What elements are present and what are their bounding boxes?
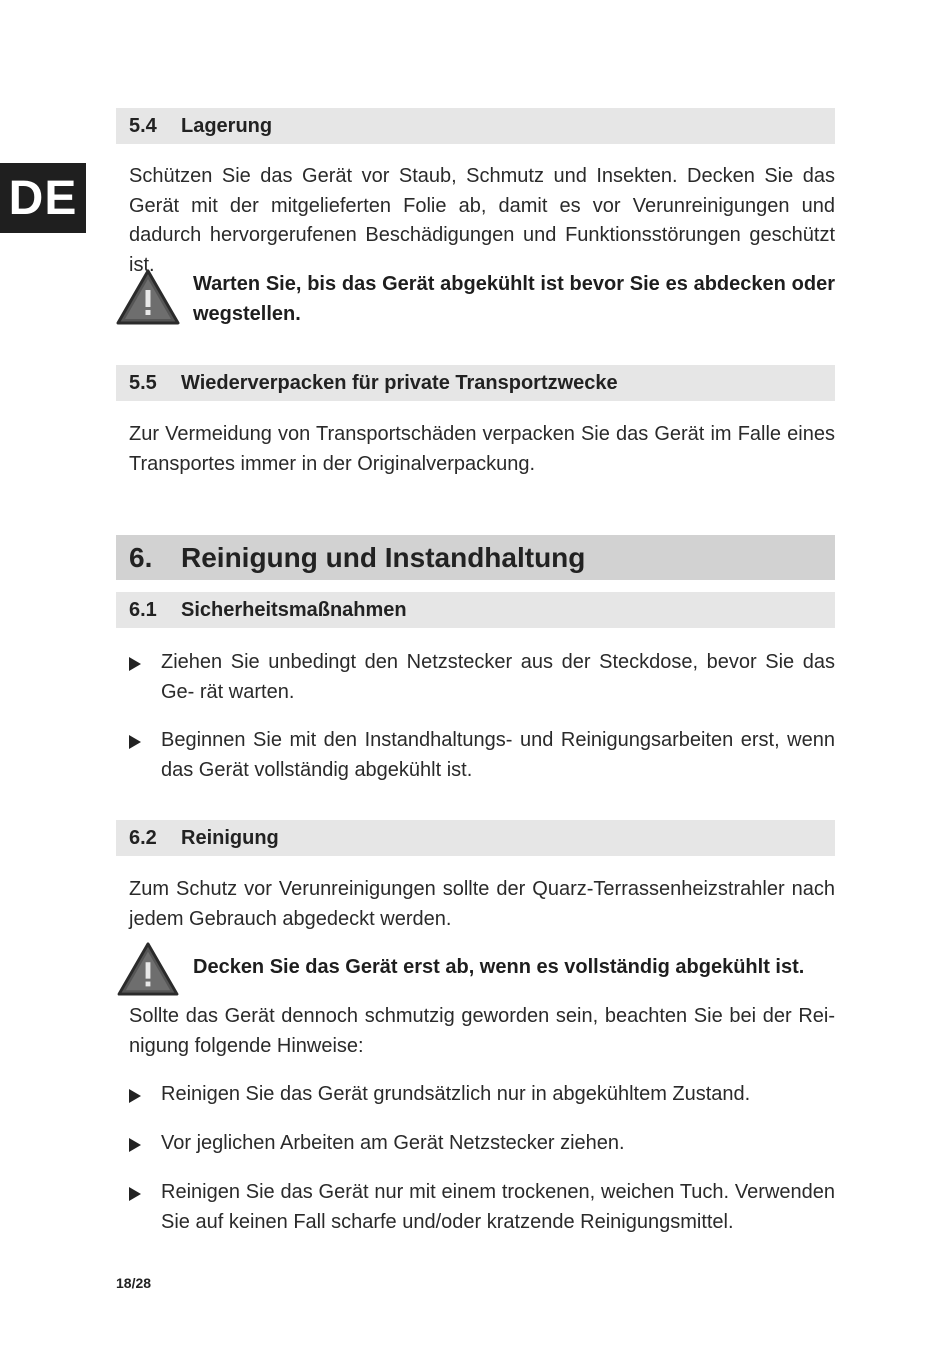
page-number: 18/28	[116, 1275, 152, 1291]
list-item-text: Beginnen Sie mit den Instandhaltungs- und Reinigungsarbeiten erst, wenn das Gerät vollständig abgekühlt ist.	[161, 729, 835, 781]
list-item	[129, 726, 835, 785]
section-title: Sicherheitsmaßnahmen	[181, 598, 407, 621]
list-item	[129, 1178, 835, 1237]
list-item	[129, 648, 835, 707]
bullet-arrow-icon	[129, 1138, 141, 1152]
warning-box-2	[116, 941, 835, 997]
section-number: 6.2	[129, 826, 157, 849]
list-item-text: Ziehen Sie unbedingt den Netzstecker aus der Steckdose, bevor Sie das Ge- rät warten.	[161, 651, 835, 703]
section-number: 5.5	[129, 371, 157, 394]
paragraph-repacking: Zur Vermeidung von Transportschäden verpacken Sie das Gerät im Falle eines Transportes immer in der Originalverpackung.	[129, 423, 835, 475]
paragraph-storage: Schützen Sie das Gerät vor Staub, Schmutz und Insekten. Decken Sie das Gerät mit der mitgelieferten Folie ab, damit es vor Verunreinigungen und dadurch hervorgerufenen Beschädigungen und Funktionsstörungen geschützt ist.	[129, 165, 835, 276]
section-5-4-header	[116, 108, 835, 144]
section-title: Reinigung	[181, 826, 279, 849]
warning-triangle-icon	[116, 268, 180, 326]
chapter-6-header	[116, 535, 835, 580]
language-tab: DE	[0, 163, 86, 233]
section-6-1-header	[116, 592, 835, 628]
bullet-arrow-icon	[129, 1187, 141, 1201]
warning-box-1	[116, 268, 835, 328]
section-number: 5.4	[129, 114, 157, 137]
section-6-2-header	[116, 820, 835, 856]
bullet-arrow-icon	[129, 735, 141, 749]
list-item	[129, 1080, 835, 1110]
section-title: Wiederverpacken für private Transportzwecke	[181, 371, 618, 394]
warning-text: Warten Sie, bis das Gerät abgekühlt ist bevor Sie es abdecken oder wegstellen.	[193, 273, 835, 325]
bullet-arrow-icon	[129, 1089, 141, 1103]
list-item-text: Vor jeglichen Arbeiten am Gerät Netzstecker ziehen.	[161, 1132, 625, 1154]
section-title: Lagerung	[181, 114, 273, 137]
chapter-number: 6.	[129, 541, 153, 573]
warning-triangle-icon	[116, 941, 180, 997]
paragraph-cleaning-intro: Zum Schutz vor Verunreinigungen sollte der Quarz-Terrassenheizstrahler nach jedem Gebrauch abgedeckt werden.	[129, 878, 835, 930]
list-item	[129, 1129, 835, 1159]
bullet-arrow-icon	[129, 657, 141, 671]
paragraph-cleaning-notes: Sollte das Gerät dennoch schmutzig geworden sein, beachten Sie bei der Rei- nigung folgende Hinweise:	[129, 1005, 835, 1057]
chapter-title: Reinigung und Instandhaltung	[181, 541, 586, 573]
section-5-5-header	[116, 365, 835, 401]
warning-text: Decken Sie das Gerät erst ab, wenn es vollständig abgekühlt ist.	[193, 956, 805, 978]
list-item-text: Reinigen Sie das Gerät nur mit einem trockenen, weichen Tuch. Verwenden Sie auf keinen Fall scharfe und/oder kratzende Reinigungsmittel.	[161, 1181, 835, 1233]
section-number: 6.1	[129, 598, 157, 621]
list-item-text: Reinigen Sie das Gerät grundsätzlich nur in abgekühltem Zustand.	[161, 1083, 751, 1105]
